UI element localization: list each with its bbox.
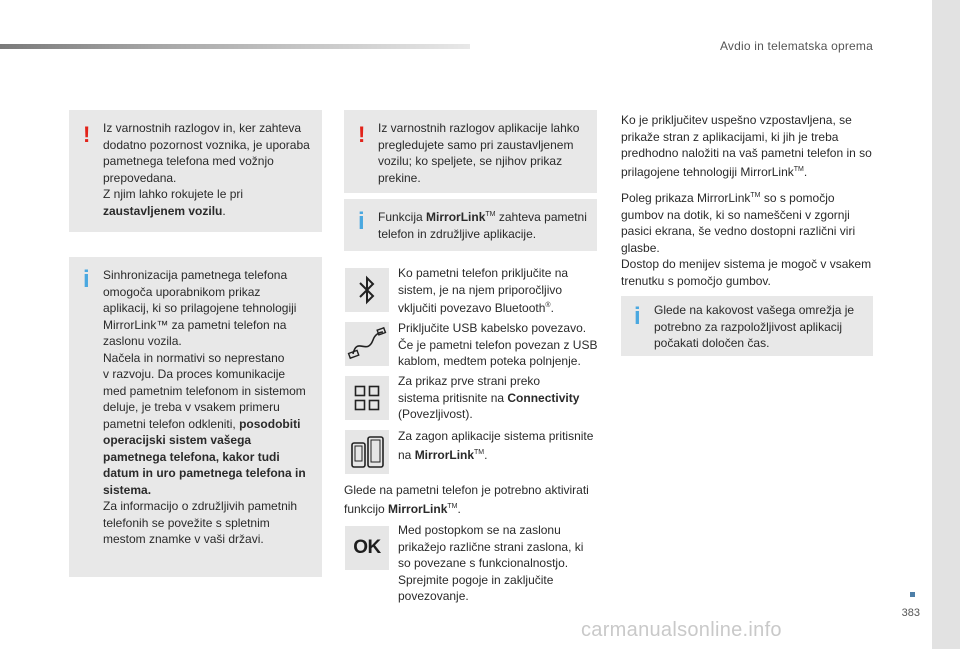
text-line: med pametnim telefonom in sistemom	[103, 383, 306, 398]
text-span: sistema pritisnite na	[398, 390, 508, 405]
warning-box-1	[69, 110, 322, 232]
text-line	[344, 499, 606, 518]
page-header-title: Avdio in telematska oprema	[719, 39, 873, 53]
warning-text-1	[103, 120, 318, 219]
info-text-2	[378, 207, 594, 242]
text-line	[621, 188, 881, 207]
bluetooth-icon	[357, 275, 377, 305]
trademark: TM	[793, 165, 804, 173]
step-bluetooth-text	[398, 265, 603, 317]
text-line: telefon in združljive aplikacije.	[378, 226, 537, 241]
ok-icon: OK	[353, 536, 381, 558]
text-line: dodatno pozornost voznika, je uporaba	[103, 137, 310, 152]
warning-box-2	[344, 110, 597, 193]
info-box-1	[69, 257, 322, 577]
text-line: (Povezljivost).	[398, 407, 473, 421]
usb-cable-icon	[347, 326, 387, 362]
text-line: gumbov na dotik, ki so nameščeni v zgornji	[621, 207, 850, 222]
header-gradient-bar	[0, 44, 470, 49]
text-line: trenutku s pomočjo gumbov.	[621, 273, 771, 288]
bold-text: zaustavljenem vozilu	[103, 203, 223, 218]
text-line: Načela in normativi so neprestano	[103, 350, 285, 365]
text-end: .	[803, 164, 808, 179]
text-line: zaslonu vozila.	[103, 334, 182, 348]
text-line: Glede na pametni telefon je potrebno aktivirati	[344, 483, 589, 497]
text-line: v razvoju. Da proces komunikacije	[103, 367, 286, 381]
text-line: MirrorLink™ za pametni telefon na	[103, 317, 287, 332]
text-end: .	[457, 501, 461, 516]
text-span: na	[398, 447, 415, 462]
text-line: potrebno za razpoložljivost aplikacij	[654, 319, 843, 334]
text-line	[378, 207, 594, 226]
bold-text: operacijski sistem vašega	[103, 433, 252, 447]
text-line: Za informacijo o združljivih pametnih	[103, 499, 298, 513]
text-line: Sinhronizacija pametnega telefona	[103, 268, 288, 282]
bold-text: pametnega telefona, kakor tudi	[103, 449, 280, 464]
text-line	[398, 390, 603, 407]
bold-text: posodobiti	[239, 416, 301, 431]
text-span: funkcijo	[344, 501, 389, 516]
text-line: Glede na kakovost vašega omrežja je	[654, 303, 855, 317]
bold-text: MirrorLink	[388, 501, 448, 516]
text-line	[103, 432, 318, 449]
trademark: TM	[485, 211, 496, 218]
text-line: kablom, medtem poteka polnjenje.	[398, 354, 581, 368]
text-line: Med postopkom se na zaslonu	[398, 523, 561, 537]
warning-icon: !	[358, 122, 366, 147]
text-line: predhodno naložiti na vaš pametni telefon in so	[621, 146, 872, 160]
step-connectivity-text	[398, 373, 603, 423]
text-line: Iz varnostnih razlogov in, ker zahteva	[103, 121, 302, 135]
step-mirrorlink-text	[398, 428, 608, 463]
text-line: glasbe.	[621, 240, 660, 255]
bluetooth-step-icon-box	[345, 268, 389, 312]
text-line	[398, 445, 608, 464]
text-line: Ko pametni telefon priključite na	[398, 266, 569, 280]
text-span: vključiti povezavo Bluetooth	[398, 301, 546, 315]
connectivity-grid-icon	[354, 385, 380, 411]
text-span: pametni telefon odkleniti,	[103, 416, 240, 431]
text-line: Za zagon aplikacije sistema pritisnite	[398, 429, 594, 443]
warning-text-2	[378, 120, 594, 186]
text-line: pasici ekrana, še vedno dostopni različni viri	[621, 224, 856, 238]
text-line: mestom znamke v vaši državi.	[103, 532, 264, 546]
text-line: prikažejo različne strani zaslona, ki	[398, 539, 584, 554]
warning-icon: !	[83, 122, 91, 147]
text-line	[398, 298, 603, 317]
text-span: Poleg prikaza MirrorLink	[621, 191, 751, 205]
info-icon: i	[634, 303, 641, 330]
mirrorlink-step-icon-box	[345, 430, 389, 474]
connectivity-step-icon-box	[345, 376, 389, 420]
text-line	[103, 203, 318, 220]
usb-step-icon-box	[345, 322, 389, 366]
text-line: vozilu; ko speljete, se njihov prikaz	[378, 154, 563, 168]
mirrorlink-icon	[348, 434, 386, 470]
info-box-3	[621, 296, 873, 356]
text-line: Če je pametni telefon povezan z USB	[398, 337, 598, 352]
text-span: prilagojene tehnologiji MirrorLink	[621, 164, 794, 179]
text-line: Priključite USB kabelsko povezavo.	[398, 321, 587, 335]
text-line: Ko je priključitev uspešno vzpostavljena, se	[621, 113, 852, 127]
text-line: prikaže stran z aplikacijami, ki jih je treba	[621, 129, 839, 144]
text-line: telefonih se povežite s spletnim	[103, 515, 270, 530]
trademark: TM	[750, 192, 761, 199]
applications-paragraph	[621, 112, 881, 180]
info-text-3	[654, 302, 869, 352]
text-line: sistem, je na njem priporočljivo	[398, 282, 563, 297]
text-line	[103, 449, 318, 466]
text-line	[103, 416, 318, 433]
text-end: .	[222, 203, 226, 218]
touch-buttons-paragraph	[621, 188, 881, 289]
text-line: pametnega telefona med vožnjo	[103, 154, 274, 168]
text-line: prekine.	[378, 170, 421, 185]
text-span: so s pomočjo	[760, 191, 835, 205]
step-ok-text	[398, 522, 603, 605]
text-line: aplikacij, ki so prilagojene tehnologiji	[103, 301, 297, 315]
trademark: TM	[474, 448, 485, 456]
page-edge-bar	[932, 0, 960, 649]
text-span: Funkcija	[378, 210, 427, 224]
text-line: pregledujete samo pri zaustavljenem	[378, 137, 574, 152]
text-line: Dostop do menijev sistema je mogoč v vsakem	[621, 257, 872, 271]
registered-mark: ®	[545, 302, 551, 309]
text-end: .	[550, 301, 554, 315]
text-line: počakati določen čas.	[654, 336, 770, 350]
text-line: Za prikaz prve strani preko	[398, 374, 541, 388]
bold-text: MirrorLink	[414, 447, 475, 462]
info-icon: i	[83, 266, 90, 293]
text-line: omogoča uporabnikom prikaz	[103, 284, 261, 299]
watermark-text: carmanualsonline.info	[581, 619, 782, 641]
info-box-2	[344, 199, 597, 251]
step-usb-text	[398, 320, 608, 370]
text-line	[103, 482, 318, 499]
page-number: 383	[901, 607, 920, 619]
text-line: so povezane s funkcionalnostjo.	[398, 556, 569, 570]
bold-text: Connectivity	[507, 390, 580, 405]
info-text-1	[103, 267, 318, 548]
text-line: prepovedana.	[103, 170, 177, 185]
bold-text: MirrorLink	[426, 210, 486, 224]
text-line	[103, 465, 318, 482]
text-line: Sprejmite pogoje in zaključite	[398, 572, 554, 587]
text-line: Iz varnostnih razlogov aplikacije lahko	[378, 121, 580, 135]
bold-text: datum in uro pametnega telefona in	[103, 466, 306, 480]
text-line: Z njim lahko rokujete le pri	[103, 187, 244, 201]
info-icon: i	[358, 208, 365, 235]
text-line: povezovanje.	[398, 589, 469, 603]
trademark: TM	[447, 502, 458, 510]
text-line	[621, 162, 881, 181]
text-end: .	[484, 447, 488, 462]
mirrorlink-activation-paragraph	[344, 482, 606, 517]
bold-text: sistema.	[103, 482, 152, 497]
text-line: deluje, je treba v vsakem primeru	[103, 400, 280, 414]
text-span: zahteva pametni	[495, 210, 587, 224]
page-marker-icon	[910, 592, 915, 597]
ok-step-icon-box	[345, 526, 389, 570]
